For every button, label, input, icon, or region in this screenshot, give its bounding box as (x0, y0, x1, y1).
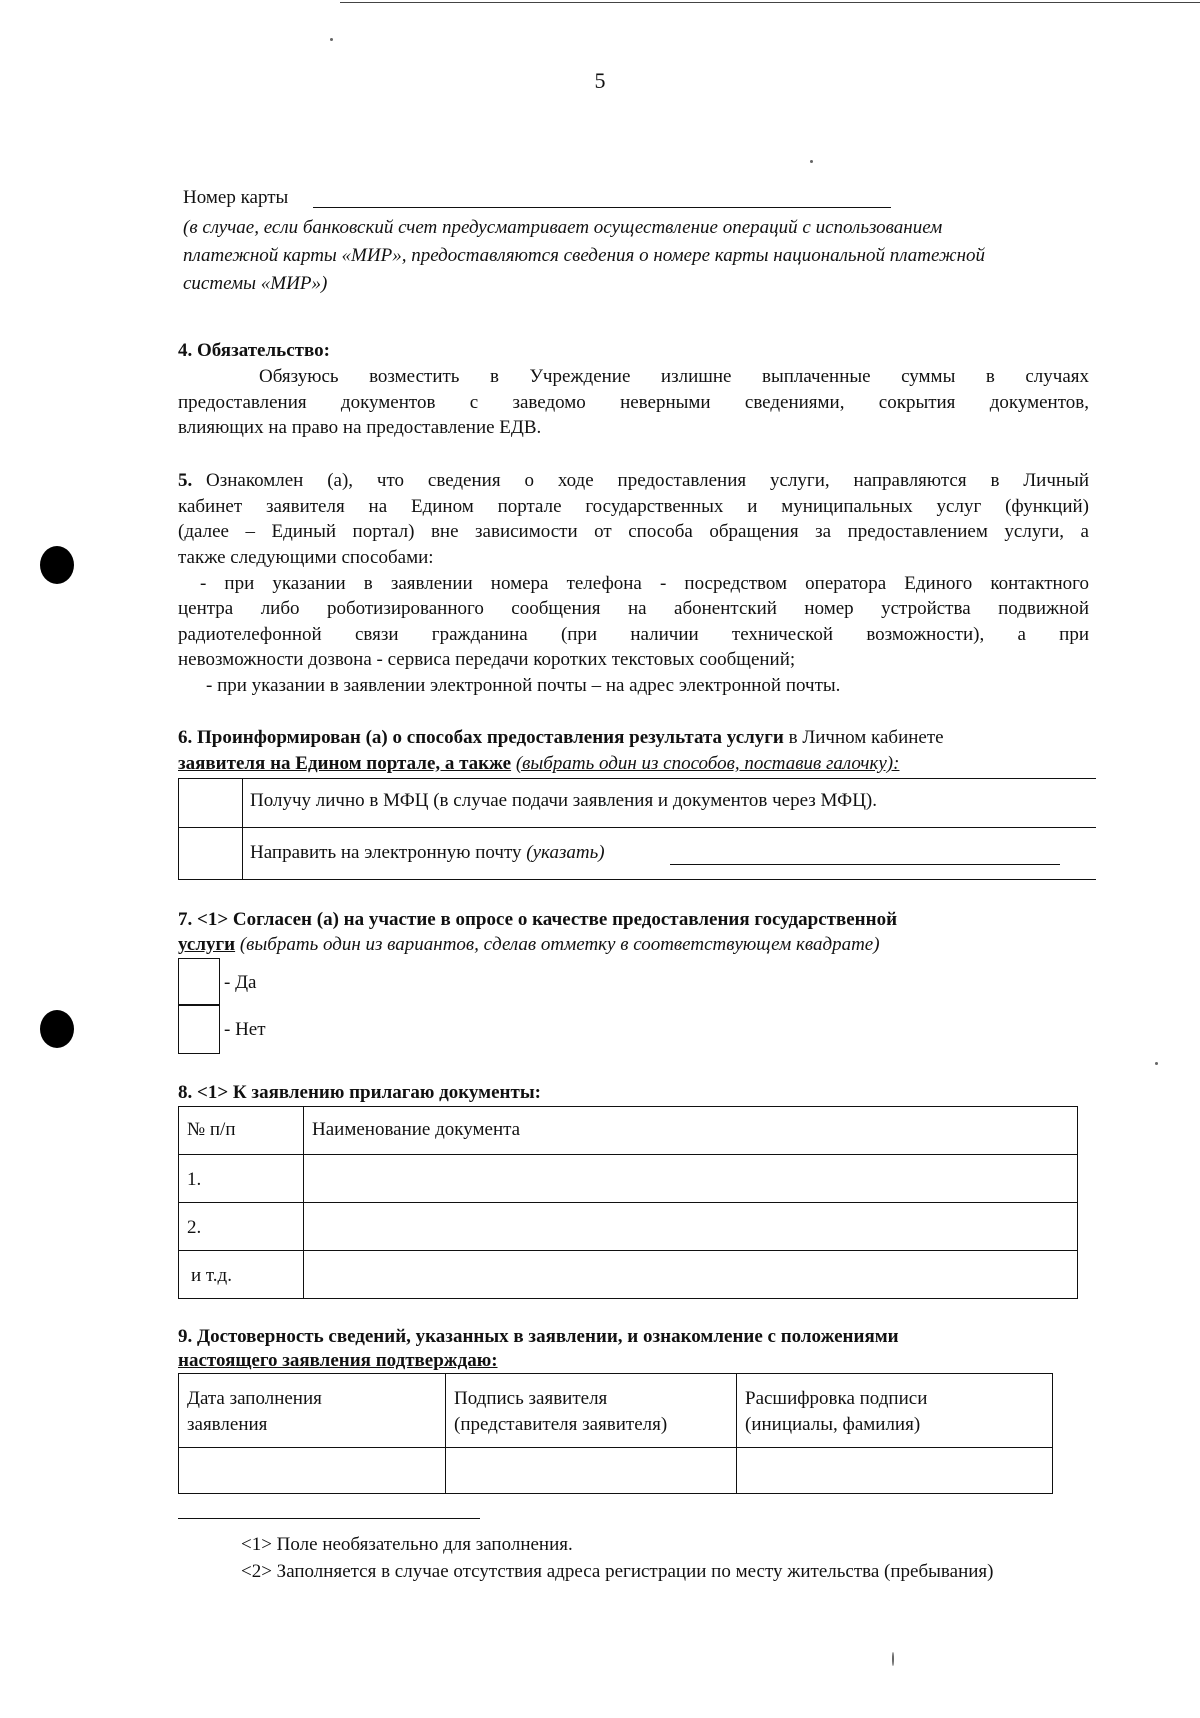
footnote-1: <1> Поле необязательно для заполнения. (241, 1534, 573, 1555)
section-6-line-1 (178, 727, 944, 749)
survey-no-checkbox[interactable] (178, 1004, 220, 1054)
punch-hole-bottom (40, 1010, 74, 1048)
documents-row-number: 1. (179, 1155, 304, 1203)
scan-speck (810, 160, 813, 163)
signature-col-decoding-line-2: (инициалы, фамилия) (745, 1414, 921, 1435)
section-5-line-9: - при указании в заявлении электронной почты – на адрес электронной почты. (206, 675, 841, 696)
section-9-line-2: настоящего заявления подтверждаю: (178, 1350, 498, 1371)
section-6-line-2-bold: заявителя на Едином портале, а также (178, 753, 512, 774)
signature-col-decoding (737, 1374, 1053, 1448)
section-9-line-1: 9. Достоверность сведений, указанных в заявлении, и ознакомление с положениями (178, 1326, 899, 1347)
signature-col-signature (446, 1374, 737, 1448)
section-4-line-3: влияющих на право на предоставление ЕДВ. (178, 417, 542, 438)
scan-speck (892, 1652, 894, 1666)
page-number: 5 (594, 68, 606, 93)
signature-col-date-line-1: Дата заполнения (187, 1388, 322, 1409)
signature-table (178, 1373, 1053, 1494)
section-5-line-2: кабинет заявителя на Едином портале государственных и муниципальных услуг (функций) (178, 496, 1089, 517)
option-mfc-checkbox[interactable] (180, 780, 241, 826)
signature-decoding-cell[interactable] (737, 1448, 1053, 1494)
option-email-hint: (указать) (526, 842, 605, 863)
section-5-line-4: также следующими способами: (178, 547, 434, 568)
option-email-label (250, 842, 605, 864)
section-6-table-top (178, 778, 1096, 779)
section-6-table-bottom (178, 879, 1096, 880)
section-4-heading: 4. Обязательство: (178, 340, 330, 361)
survey-yes-label: - Да (224, 972, 257, 993)
section-5-line-1: Ознакомлен (а), что сведения о ходе предоставления услуги, направляются в Личный (206, 470, 1089, 491)
section-8-heading: 8. <1> К заявлению прилагаю документы: (178, 1082, 541, 1103)
punch-hole-top (40, 546, 74, 584)
documents-row-number: 2. (179, 1203, 304, 1251)
section-5-line-3: (далее – Единый портал) вне зависимости от способа обращения за предоставлением услуги, а (178, 521, 1089, 542)
option-email-text: Направить на электронную почту (250, 842, 522, 863)
documents-table (178, 1106, 1078, 1299)
section-5-line-8: невозможности дозвона - сервиса передачи коротких текстовых сообщений; (178, 649, 796, 670)
section-7-line-2 (178, 934, 880, 956)
scan-speck (330, 38, 333, 41)
section-4-line-2: предоставления документов с заведомо неверными сведениями, сокрытия документов, (178, 392, 1089, 413)
scan-speck (1155, 1062, 1158, 1065)
footnote-separator (178, 1518, 480, 1519)
section-5-line-7: радиотелефонной связи гражданина (при наличии технической возможности), а при (178, 624, 1089, 645)
section-7-line-1: 7. <1> Согласен (а) на участие в опросе о качестве предоставления государственной (178, 909, 898, 930)
section-5-line-6: центра либо роботизированного сообщения на абонентский номер устройства подвижной (178, 598, 1089, 619)
card-note-line-2: платежной карты «МИР», предоставляются сведения о номере карты национальной платежной (183, 245, 986, 266)
signature-col-signature-line-2: (представителя заявителя) (454, 1414, 668, 1435)
documents-col-number: № п/п (179, 1107, 304, 1155)
email-field-line[interactable] (670, 864, 1060, 865)
section-6-number: 6. (178, 727, 193, 748)
signature-col-signature-line-1: Подпись заявителя (454, 1388, 608, 1409)
signature-col-date (179, 1374, 446, 1448)
signature-sign-cell[interactable] (446, 1448, 737, 1494)
section-6-table-mid (178, 827, 1096, 828)
signature-col-decoding-line-1: Расшифровка подписи (745, 1388, 928, 1409)
scan-top-edge (340, 2, 1200, 3)
survey-no-label: - Нет (224, 1019, 266, 1040)
section-4-line-1: Обязуюсь возместить в Учреждение излишне выплаченные суммы в случаях (259, 366, 1089, 387)
card-number-label: Номер карты (183, 187, 289, 208)
option-email-checkbox[interactable] (180, 829, 241, 878)
section-6-table-divider (242, 778, 243, 879)
signature-date-cell[interactable] (179, 1448, 446, 1494)
card-note-line-3: системы «МИР») (183, 273, 328, 294)
section-6-line-2 (178, 753, 899, 775)
documents-row-name[interactable] (304, 1251, 1078, 1299)
section-7-line-2-bold: услуги (178, 934, 236, 955)
documents-col-name: Наименование документа (304, 1107, 1078, 1155)
documents-row-number: и т.д. (179, 1251, 304, 1299)
section-6-line-2-italic: (выбрать один из способов, поставив галочку): (515, 753, 900, 774)
option-mfc-label: Получу лично в МФЦ (в случае подачи заявления и документов через МФЦ). (250, 790, 877, 811)
card-number-field-line (313, 207, 891, 208)
documents-row-name[interactable] (304, 1203, 1078, 1251)
section-6-title: Проинформирован (а) о способах предоставления результата услуги (197, 727, 784, 748)
section-6-table-left (178, 778, 179, 879)
survey-yes-checkbox[interactable] (178, 958, 220, 1006)
section-5-line-5: - при указании в заявлении номера телефона - посредством оператора Единого контактного (200, 573, 1089, 594)
card-note-line-1: (в случае, если банковский счет предусматривает осуществление операций с использованием (183, 217, 943, 238)
section-6-title-rest: в Личном кабинете (788, 727, 944, 748)
documents-row-name[interactable] (304, 1155, 1078, 1203)
footnote-2: <2> Заполняется в случае отсутствия адреса регистрации по месту жительства (пребывания) (241, 1561, 994, 1582)
section-7-line-2-italic: (выбрать один из вариантов, сделав отметку в соответствующем квадрате) (239, 934, 880, 955)
section-5-number: 5. (178, 470, 193, 491)
signature-col-date-line-2: заявления (187, 1414, 268, 1435)
